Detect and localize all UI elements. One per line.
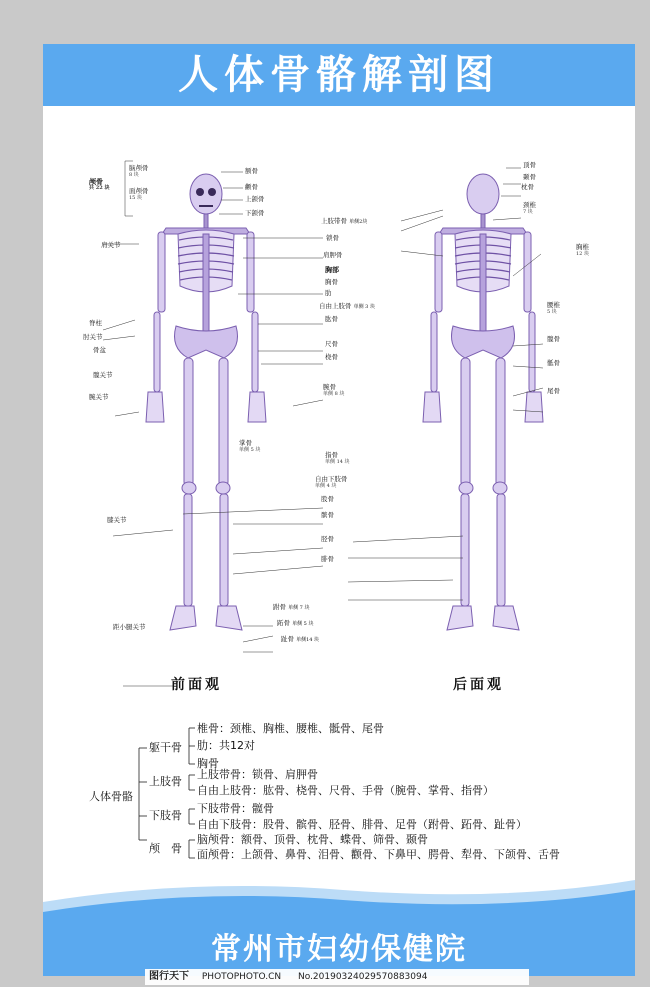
label-mandible: 下颌骨 — [245, 209, 265, 217]
label-free-lower-limb: 自由下肢骨 单侧 4 块 — [315, 475, 348, 489]
label-wrist-joint: 腕关节 — [89, 393, 109, 401]
label-knee-joint: 膝关节 — [107, 516, 127, 524]
label-phalanges-foot: 趾骨 单侧14 块 — [281, 635, 320, 643]
label-skull: 颅骨 共 22 块 — [89, 177, 110, 191]
label-sternum: 胸骨 — [325, 278, 338, 286]
watermark-number: No.20190324029570883094 — [297, 972, 428, 982]
label-zygomatic-bone: 颧骨 — [245, 183, 258, 191]
tree-item: 椎骨：颈椎、胸椎、腰椎、骶骨、尾骨 — [197, 722, 384, 735]
tree-group-upper-limb: 上肢骨 — [149, 775, 182, 788]
front-view-label: 前面观 — [171, 677, 222, 693]
label-fibula: 腓骨 — [321, 555, 334, 563]
label-sacrum: 骶骨 — [547, 359, 560, 367]
tree-item: 自由下肢骨：股骨、髌骨、胫骨、腓骨、足骨（跗骨、跖骨、趾骨） — [197, 818, 527, 831]
label-carpals: 腕骨 单侧 8 块 — [323, 383, 345, 397]
label-metatarsals: 跖骨 单侧 5 块 — [277, 619, 314, 627]
tree-root: 人体骨骼 — [89, 790, 133, 803]
label-radius: 桡骨 — [325, 353, 338, 361]
label-lumbar-vertebrae: 腰椎 5 块 — [547, 301, 560, 315]
skeleton-classification-tree — [43, 720, 635, 860]
poster-title: 人体骨骼解剖图 — [43, 44, 635, 106]
label-ulna: 尺骨 — [325, 340, 338, 348]
label-thorax: 胸部 — [325, 265, 339, 274]
tree-group-trunk: 躯干骨 — [149, 741, 182, 754]
label-humerus: 肱骨 — [325, 315, 338, 323]
label-parietal-bone: 顶骨 — [523, 161, 536, 169]
label-neurocranium: 脑颅骨 8 块 — [129, 164, 149, 178]
label-frontal-bone: 额骨 — [245, 167, 258, 175]
label-patella: 髌骨 — [321, 511, 334, 519]
label-shoulder-girdle: 上肢带骨 单侧2块 — [321, 217, 368, 225]
label-elbow-joint: 肘关节 — [83, 333, 103, 341]
label-cervical-vertebrae: 颈椎 7 块 — [523, 201, 536, 215]
watermark-logo: 图行天下 — [149, 971, 189, 982]
tree-item: 自由上肢骨：肱骨、桡骨、尺骨、手骨（腕骨、掌骨、指骨） — [197, 784, 494, 797]
label-viscerocranium: 面颅骨 15 块 — [129, 187, 149, 201]
tree-item: 面颅骨：上颌骨、鼻骨、泪骨、颧骨、下鼻甲、腭骨、犁骨、下颌骨、舌骨 — [197, 848, 560, 861]
label-ribs: 肋 — [325, 289, 332, 297]
label-phalanges-hand: 指骨 单侧 14 块 — [325, 451, 350, 465]
label-scapula: 肩胛骨 — [323, 251, 343, 259]
watermark-bar — [145, 969, 529, 985]
poster — [43, 44, 635, 976]
tree-item: 脑颅骨：额骨、顶骨、枕骨、蝶骨、筛骨、颞骨 — [197, 833, 428, 846]
tree-item: 下肢带骨：髋骨 — [197, 802, 274, 815]
label-occipital-bone: 枕骨 — [521, 183, 534, 191]
label-pelvis: 骨盆 — [93, 346, 106, 354]
hospital-name: 常州市妇幼保健院 — [211, 932, 467, 967]
label-shoulder-joint: 肩关节 — [101, 241, 121, 249]
label-tibia: 胫骨 — [321, 535, 334, 543]
label-clavicle: 锁骨 — [326, 234, 339, 242]
tree-item: 胸骨 — [197, 757, 219, 770]
tree-item: 肋：共12对 — [197, 739, 255, 752]
label-thoracic-vertebrae: 胸椎 12 块 — [576, 243, 589, 257]
label-coccyx: 尾骨 — [547, 387, 560, 395]
watermark-site: PHOTOPHOTO.CN — [201, 972, 282, 982]
label-hip-joint: 髋关节 — [93, 371, 113, 379]
label-spine: 脊柱 — [89, 319, 102, 327]
label-femur: 股骨 — [321, 495, 334, 503]
tree-item: 上肢带骨：锁骨、肩胛骨 — [197, 768, 318, 781]
label-temporal-bone: 颞骨 — [523, 173, 536, 181]
label-maxilla: 上颌骨 — [245, 195, 265, 203]
tree-group-lower-limb: 下肢骨 — [149, 809, 182, 822]
back-view-label: 后面观 — [453, 677, 504, 693]
label-hip-bone: 髋骨 — [547, 335, 560, 343]
label-free-upper-limb: 自由上肢骨 单侧 3 块 — [319, 302, 375, 310]
label-metacarpals: 掌骨 单侧 5 块 — [239, 439, 261, 453]
tree-group-skull: 颅 骨 — [149, 842, 182, 855]
label-ankle-joint: 距小腿关节 — [113, 623, 146, 631]
label-tarsals: 跗骨 单侧 7 块 — [273, 603, 310, 611]
